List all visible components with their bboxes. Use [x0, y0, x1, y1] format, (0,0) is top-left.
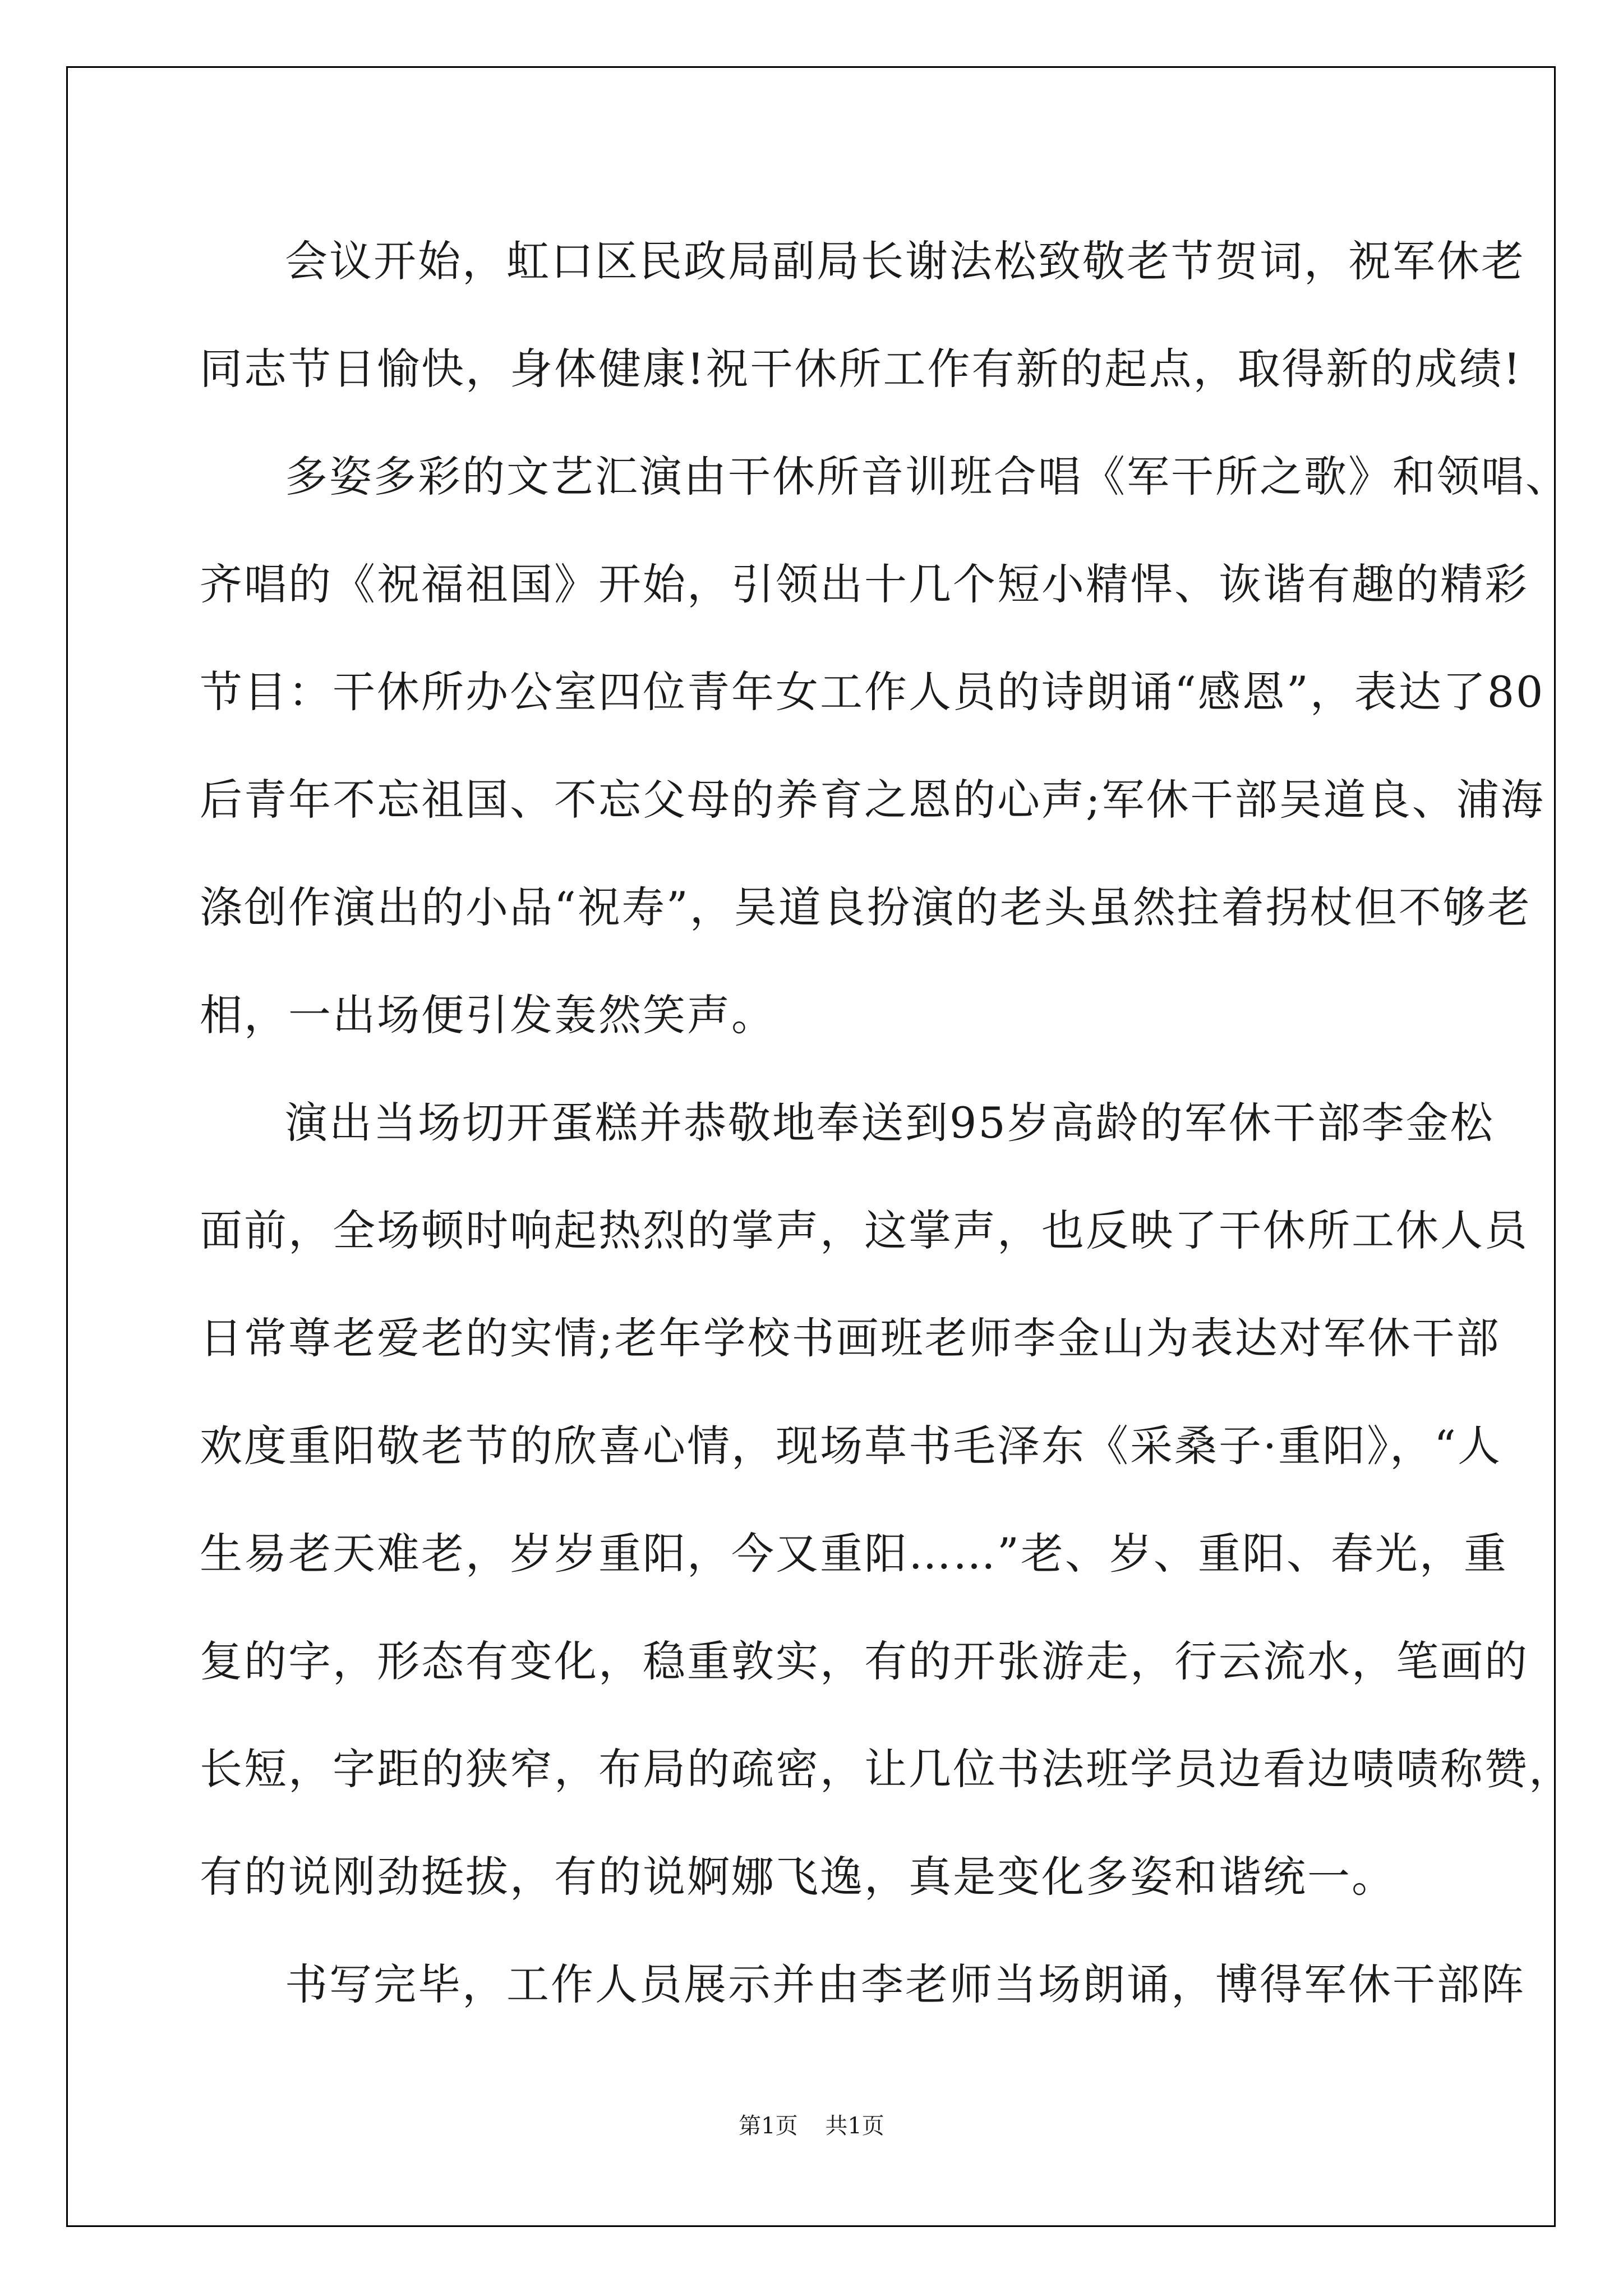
text-line: 齐唱的《祝福祖国》开始，引领出十几个短小精悍、诙谐有趣的精彩	[200, 559, 1529, 609]
text-line: 有的说刚劲挺拔，有的说婀娜飞逸，真是变化多姿和谐统一。	[200, 1852, 1396, 1902]
document-body	[200, 208, 1573, 2039]
text-line: 同志节日愉快，身体健康!祝干休所工作有新的起点，取得新的成绩!	[200, 344, 1523, 394]
text-line: 复的字，形态有变化，稳重敦实，有的开张游走，行云流水，笔画的	[200, 1636, 1529, 1686]
page-number-current: 第1页	[739, 2113, 798, 2139]
text-line: 生易老天难老，岁岁重阳，今又重阳……”老、岁、重阳、春光，重	[200, 1529, 1508, 1579]
text-line: 后青年不忘祖国、不忘父母的养育之恩的心声;军休干部吴道良、浦海	[200, 775, 1545, 825]
page-number-total: 共1页	[825, 2113, 884, 2139]
text-line: 多姿多彩的文艺汇演由干休所音训班合唱《军干所之歌》和领唱、	[285, 452, 1570, 501]
text-line: 相，一出场便引发轰然笑声。	[200, 990, 776, 1040]
text-line: 会议开始，虹口区民政局副局长谢法松致敬老节贺词，祝军休老	[285, 236, 1525, 286]
text-line: 节目：干休所办公室四位青年女工作人员的诗朗诵“感恩”，表达了80	[200, 667, 1545, 717]
text-line: 书写完毕，工作人员展示并由李老师当场朗诵，博得军休干部阵	[285, 1959, 1525, 2009]
text-line: 欢度重阳敬老节的欣喜心情，现场草书毛泽东《采桑子·重阳》，“人	[200, 1421, 1502, 1471]
text-line: 面前，全场顿时响起热烈的掌声，这掌声，也反映了干休所工休人员	[200, 1205, 1529, 1255]
text-line: 演出当场切开蛋糕并恭敬地奉送到95岁高龄的军休干部李金松	[285, 1098, 1495, 1148]
text-line: 日常尊老爱老的实情;老年学校书画班老师李金山为表达对军休干部	[200, 1313, 1501, 1363]
text-line: 涤创作演出的小品“祝寿”，吴道良扮演的老头虽然拄着拐杖但不够老	[200, 882, 1532, 932]
text-line: 长短，字距的狭窄，布局的疏密，让几位书法班学员边看边啧啧称赞，	[200, 1744, 1573, 1794]
page-footer	[0, 2109, 1623, 2143]
